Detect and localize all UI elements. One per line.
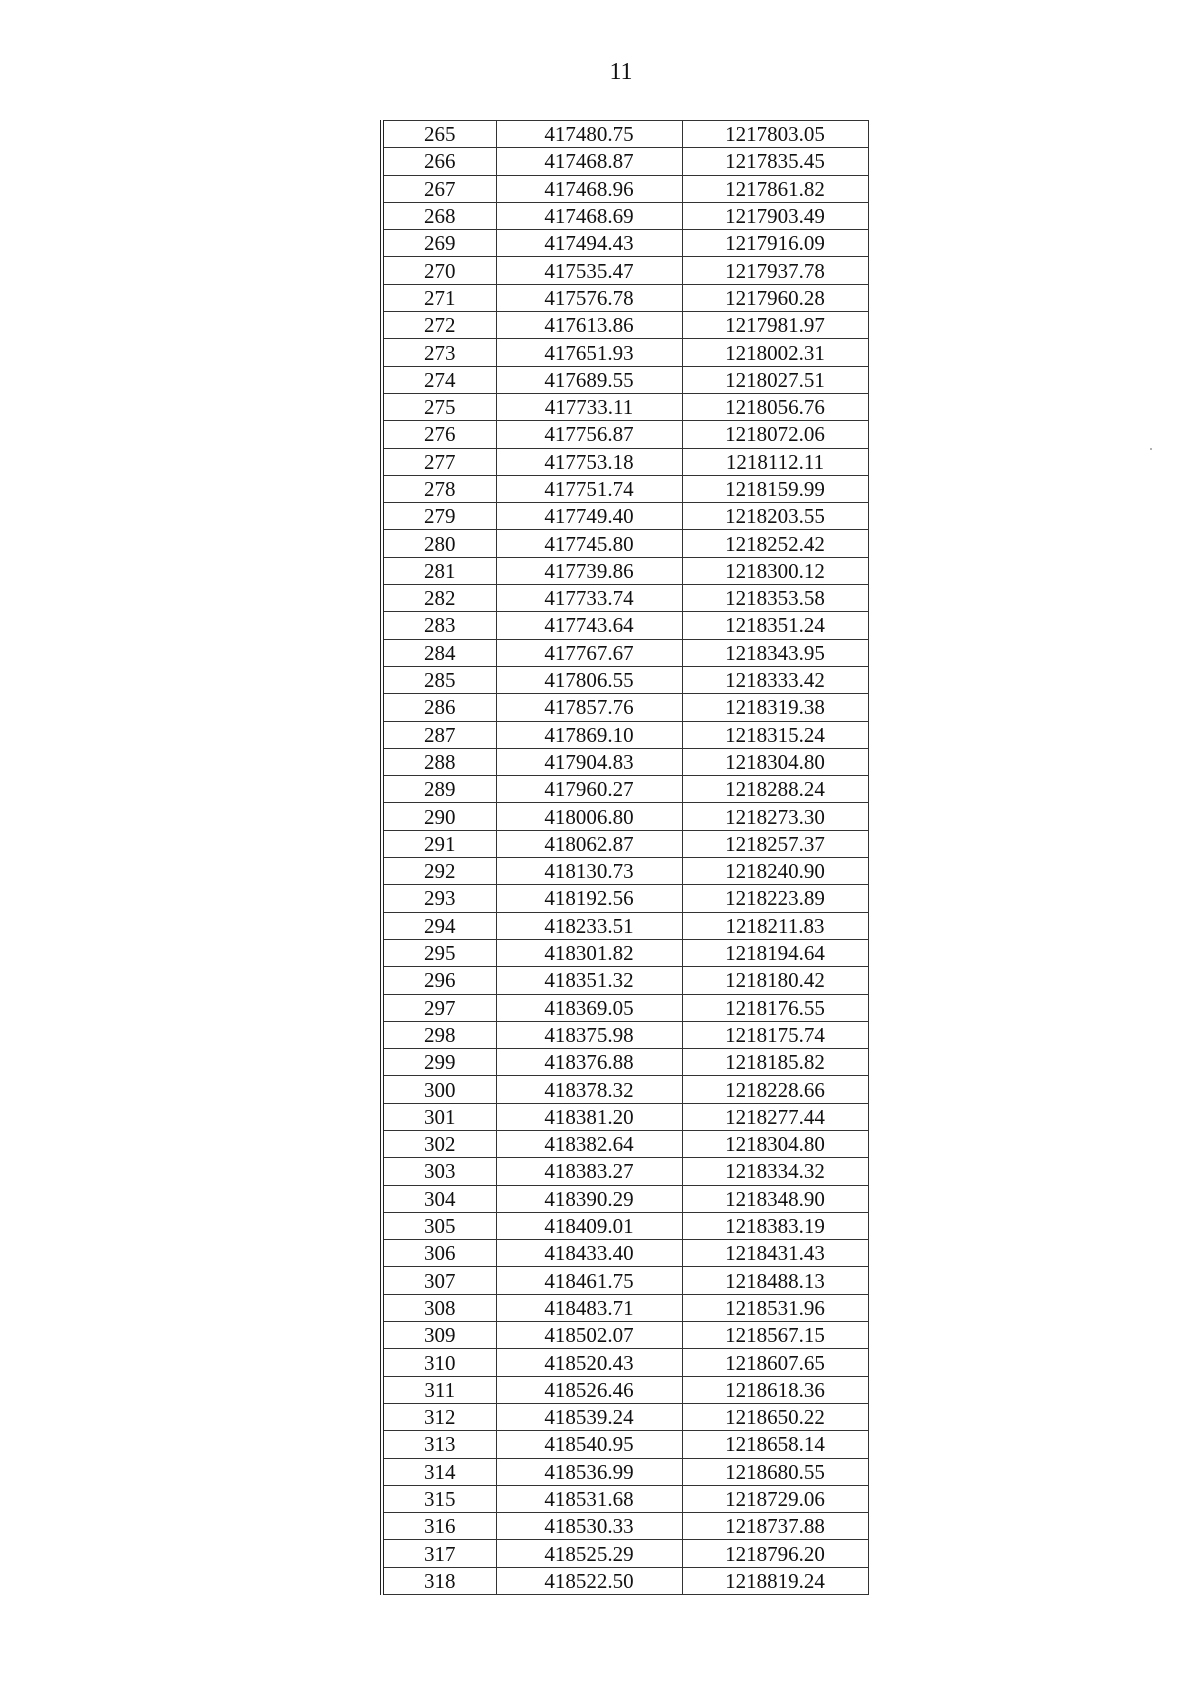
x-coordinate-cell: 417689.55 <box>496 366 682 393</box>
y-coordinate-cell: 1218348.90 <box>682 1185 868 1212</box>
point-number-cell: 274 <box>382 366 496 393</box>
point-number-cell: 306 <box>382 1240 496 1267</box>
x-coordinate-cell: 418375.98 <box>496 1021 682 1048</box>
x-coordinate-cell: 417869.10 <box>496 721 682 748</box>
point-number-cell: 311 <box>382 1376 496 1403</box>
table-row <box>382 885 868 912</box>
x-coordinate-cell: 417751.74 <box>496 475 682 502</box>
y-coordinate-cell: 1218334.32 <box>682 1158 868 1185</box>
y-coordinate-cell: 1218737.88 <box>682 1513 868 1540</box>
point-number-cell: 272 <box>382 312 496 339</box>
y-coordinate-cell: 1218159.99 <box>682 475 868 502</box>
y-coordinate-cell: 1218056.76 <box>682 393 868 420</box>
table-row <box>382 1458 868 1485</box>
y-coordinate-cell: 1218211.83 <box>682 912 868 939</box>
x-coordinate-cell: 417745.80 <box>496 530 682 557</box>
y-coordinate-cell: 1218228.66 <box>682 1076 868 1103</box>
y-coordinate-cell: 1218194.64 <box>682 939 868 966</box>
table-row <box>382 284 868 311</box>
y-coordinate-cell: 1218288.24 <box>682 776 868 803</box>
table-row <box>382 530 868 557</box>
x-coordinate-cell: 417468.87 <box>496 148 682 175</box>
x-coordinate-cell: 418520.43 <box>496 1349 682 1376</box>
table-row <box>382 448 868 475</box>
y-coordinate-cell: 1218607.65 <box>682 1349 868 1376</box>
y-coordinate-cell: 1217803.05 <box>682 121 868 148</box>
point-number-cell: 294 <box>382 912 496 939</box>
table-row <box>382 1103 868 1130</box>
x-coordinate-cell: 418525.29 <box>496 1540 682 1567</box>
page-number: 11 <box>609 59 633 85</box>
table-row <box>382 1376 868 1403</box>
table-row <box>382 1431 868 1458</box>
y-coordinate-cell: 1218300.12 <box>682 557 868 584</box>
y-coordinate-cell: 1218488.13 <box>682 1267 868 1294</box>
table-row <box>382 612 868 639</box>
y-coordinate-cell: 1218618.36 <box>682 1376 868 1403</box>
y-coordinate-cell: 1218680.55 <box>682 1458 868 1485</box>
x-coordinate-cell: 417494.43 <box>496 230 682 257</box>
x-coordinate-cell: 418351.32 <box>496 967 682 994</box>
x-coordinate-cell: 418531.68 <box>496 1485 682 1512</box>
table-row <box>382 1212 868 1239</box>
x-coordinate-cell: 418409.01 <box>496 1212 682 1239</box>
x-coordinate-cell: 417753.18 <box>496 448 682 475</box>
point-number-cell: 273 <box>382 339 496 366</box>
point-number-cell: 271 <box>382 284 496 311</box>
x-coordinate-cell: 417733.74 <box>496 585 682 612</box>
x-coordinate-cell: 418530.33 <box>496 1513 682 1540</box>
table-row <box>382 1567 868 1594</box>
x-coordinate-cell: 418536.99 <box>496 1458 682 1485</box>
point-number-cell: 295 <box>382 939 496 966</box>
table-row <box>382 858 868 885</box>
point-number-cell: 310 <box>382 1349 496 1376</box>
table-row <box>382 830 868 857</box>
point-number-cell: 267 <box>382 175 496 202</box>
x-coordinate-cell: 418390.29 <box>496 1185 682 1212</box>
coordinates-table-body <box>382 121 868 1595</box>
table-row <box>382 994 868 1021</box>
table-row <box>382 776 868 803</box>
point-number-cell: 286 <box>382 694 496 721</box>
table-row <box>382 393 868 420</box>
point-number-cell: 289 <box>382 776 496 803</box>
table-row <box>382 366 868 393</box>
table-row <box>382 1294 868 1321</box>
point-number-cell: 287 <box>382 721 496 748</box>
y-coordinate-cell: 1217981.97 <box>682 312 868 339</box>
table-row <box>382 148 868 175</box>
table-row <box>382 121 868 148</box>
point-number-cell: 285 <box>382 666 496 693</box>
y-coordinate-cell: 1217861.82 <box>682 175 868 202</box>
y-coordinate-cell: 1218176.55 <box>682 994 868 1021</box>
x-coordinate-cell: 418383.27 <box>496 1158 682 1185</box>
y-coordinate-cell: 1217903.49 <box>682 202 868 229</box>
x-coordinate-cell: 418130.73 <box>496 858 682 885</box>
point-number-cell: 283 <box>382 612 496 639</box>
x-coordinate-cell: 417733.11 <box>496 393 682 420</box>
point-number-cell: 279 <box>382 503 496 530</box>
x-coordinate-cell: 418369.05 <box>496 994 682 1021</box>
point-number-cell: 309 <box>382 1322 496 1349</box>
y-coordinate-cell: 1218223.89 <box>682 885 868 912</box>
x-coordinate-cell: 417480.75 <box>496 121 682 148</box>
y-coordinate-cell: 1217960.28 <box>682 284 868 311</box>
x-coordinate-cell: 418483.71 <box>496 1294 682 1321</box>
table-row <box>382 1021 868 1048</box>
scan-speck <box>1150 448 1152 450</box>
y-coordinate-cell: 1218002.31 <box>682 339 868 366</box>
point-number-cell: 280 <box>382 530 496 557</box>
x-coordinate-cell: 418540.95 <box>496 1431 682 1458</box>
y-coordinate-cell: 1217937.78 <box>682 257 868 284</box>
y-coordinate-cell: 1218203.55 <box>682 503 868 530</box>
y-coordinate-cell: 1218027.51 <box>682 366 868 393</box>
table-row <box>382 585 868 612</box>
point-number-cell: 282 <box>382 585 496 612</box>
table-row <box>382 202 868 229</box>
x-coordinate-cell: 417613.86 <box>496 312 682 339</box>
y-coordinate-cell: 1218658.14 <box>682 1431 868 1458</box>
y-coordinate-cell: 1218567.15 <box>682 1322 868 1349</box>
table-row <box>382 257 868 284</box>
point-number-cell: 278 <box>382 475 496 502</box>
y-coordinate-cell: 1218383.19 <box>682 1212 868 1239</box>
x-coordinate-cell: 417749.40 <box>496 503 682 530</box>
point-number-cell: 305 <box>382 1212 496 1239</box>
table-row <box>382 666 868 693</box>
y-coordinate-cell: 1218252.42 <box>682 530 868 557</box>
table-row <box>382 1076 868 1103</box>
y-coordinate-cell: 1218072.06 <box>682 421 868 448</box>
table-row <box>382 1158 868 1185</box>
x-coordinate-cell: 418433.40 <box>496 1240 682 1267</box>
x-coordinate-cell: 418376.88 <box>496 1049 682 1076</box>
y-coordinate-cell: 1218333.42 <box>682 666 868 693</box>
point-number-cell: 276 <box>382 421 496 448</box>
y-coordinate-cell: 1218304.80 <box>682 748 868 775</box>
x-coordinate-cell: 417739.86 <box>496 557 682 584</box>
y-coordinate-cell: 1218185.82 <box>682 1049 868 1076</box>
y-coordinate-cell: 1217835.45 <box>682 148 868 175</box>
point-number-cell: 308 <box>382 1294 496 1321</box>
point-number-cell: 304 <box>382 1185 496 1212</box>
x-coordinate-cell: 417806.55 <box>496 666 682 693</box>
point-number-cell: 275 <box>382 393 496 420</box>
table-row <box>382 1540 868 1567</box>
table-row <box>382 175 868 202</box>
x-coordinate-cell: 417904.83 <box>496 748 682 775</box>
table-row <box>382 1485 868 1512</box>
table-row <box>382 1322 868 1349</box>
y-coordinate-cell: 1218351.24 <box>682 612 868 639</box>
y-coordinate-cell: 1218319.38 <box>682 694 868 721</box>
y-coordinate-cell: 1218112.11 <box>682 448 868 475</box>
y-coordinate-cell: 1218819.24 <box>682 1567 868 1594</box>
y-coordinate-cell: 1218240.90 <box>682 858 868 885</box>
table-row <box>382 475 868 502</box>
x-coordinate-cell: 418522.50 <box>496 1567 682 1594</box>
point-number-cell: 292 <box>382 858 496 885</box>
point-number-cell: 314 <box>382 1458 496 1485</box>
y-coordinate-cell: 1218353.58 <box>682 585 868 612</box>
point-number-cell: 281 <box>382 557 496 584</box>
table-row <box>382 1130 868 1157</box>
table-row <box>382 230 868 257</box>
point-number-cell: 317 <box>382 1540 496 1567</box>
point-number-cell: 298 <box>382 1021 496 1048</box>
table-row <box>382 1403 868 1430</box>
point-number-cell: 301 <box>382 1103 496 1130</box>
point-number-cell: 293 <box>382 885 496 912</box>
table-row <box>382 339 868 366</box>
y-coordinate-cell: 1218257.37 <box>682 830 868 857</box>
y-coordinate-cell: 1218180.42 <box>682 967 868 994</box>
table-row <box>382 1267 868 1294</box>
point-number-cell: 270 <box>382 257 496 284</box>
y-coordinate-cell: 1218343.95 <box>682 639 868 666</box>
x-coordinate-cell: 418461.75 <box>496 1267 682 1294</box>
point-number-cell: 296 <box>382 967 496 994</box>
table-row <box>382 503 868 530</box>
y-coordinate-cell: 1218729.06 <box>682 1485 868 1512</box>
point-number-cell: 265 <box>382 121 496 148</box>
x-coordinate-cell: 417535.47 <box>496 257 682 284</box>
y-coordinate-cell: 1218273.30 <box>682 803 868 830</box>
x-coordinate-cell: 418539.24 <box>496 1403 682 1430</box>
x-coordinate-cell: 418192.56 <box>496 885 682 912</box>
x-coordinate-cell: 418381.20 <box>496 1103 682 1130</box>
y-coordinate-cell: 1218531.96 <box>682 1294 868 1321</box>
point-number-cell: 290 <box>382 803 496 830</box>
y-coordinate-cell: 1218277.44 <box>682 1103 868 1130</box>
table-row <box>382 1049 868 1076</box>
y-coordinate-cell: 1218796.20 <box>682 1540 868 1567</box>
table-row <box>382 1185 868 1212</box>
y-coordinate-cell: 1218304.80 <box>682 1130 868 1157</box>
point-number-cell: 302 <box>382 1130 496 1157</box>
x-coordinate-cell: 417857.76 <box>496 694 682 721</box>
table-row <box>382 639 868 666</box>
x-coordinate-cell: 418301.82 <box>496 939 682 966</box>
x-coordinate-cell: 417468.96 <box>496 175 682 202</box>
y-coordinate-cell: 1217916.09 <box>682 230 868 257</box>
y-coordinate-cell: 1218650.22 <box>682 1403 868 1430</box>
table-row <box>382 748 868 775</box>
table-row <box>382 312 868 339</box>
point-number-cell: 318 <box>382 1567 496 1594</box>
table-row <box>382 1240 868 1267</box>
point-number-cell: 307 <box>382 1267 496 1294</box>
x-coordinate-cell: 418006.80 <box>496 803 682 830</box>
y-coordinate-cell: 1218315.24 <box>682 721 868 748</box>
x-coordinate-cell: 417651.93 <box>496 339 682 366</box>
table-row <box>382 1349 868 1376</box>
y-coordinate-cell: 1218175.74 <box>682 1021 868 1048</box>
table-row <box>382 939 868 966</box>
point-number-cell: 300 <box>382 1076 496 1103</box>
point-number-cell: 313 <box>382 1431 496 1458</box>
point-number-cell: 303 <box>382 1158 496 1185</box>
table-row <box>382 694 868 721</box>
point-number-cell: 316 <box>382 1513 496 1540</box>
point-number-cell: 297 <box>382 994 496 1021</box>
point-number-cell: 315 <box>382 1485 496 1512</box>
coordinates-table <box>380 120 869 1595</box>
point-number-cell: 288 <box>382 748 496 775</box>
x-coordinate-cell: 417767.67 <box>496 639 682 666</box>
point-number-cell: 269 <box>382 230 496 257</box>
point-number-cell: 266 <box>382 148 496 175</box>
point-number-cell: 284 <box>382 639 496 666</box>
point-number-cell: 268 <box>382 202 496 229</box>
x-coordinate-cell: 418502.07 <box>496 1322 682 1349</box>
x-coordinate-cell: 417468.69 <box>496 202 682 229</box>
x-coordinate-cell: 417743.64 <box>496 612 682 639</box>
x-coordinate-cell: 418378.32 <box>496 1076 682 1103</box>
x-coordinate-cell: 417960.27 <box>496 776 682 803</box>
x-coordinate-cell: 418062.87 <box>496 830 682 857</box>
table-row <box>382 421 868 448</box>
table-row <box>382 557 868 584</box>
point-number-cell: 277 <box>382 448 496 475</box>
y-coordinate-cell: 1218431.43 <box>682 1240 868 1267</box>
table-row <box>382 803 868 830</box>
x-coordinate-cell: 417756.87 <box>496 421 682 448</box>
table-row <box>382 912 868 939</box>
x-coordinate-cell: 418382.64 <box>496 1130 682 1157</box>
x-coordinate-cell: 417576.78 <box>496 284 682 311</box>
x-coordinate-cell: 418233.51 <box>496 912 682 939</box>
point-number-cell: 291 <box>382 830 496 857</box>
point-number-cell: 312 <box>382 1403 496 1430</box>
table-row <box>382 721 868 748</box>
x-coordinate-cell: 418526.46 <box>496 1376 682 1403</box>
table-row <box>382 967 868 994</box>
table-row <box>382 1513 868 1540</box>
point-number-cell: 299 <box>382 1049 496 1076</box>
